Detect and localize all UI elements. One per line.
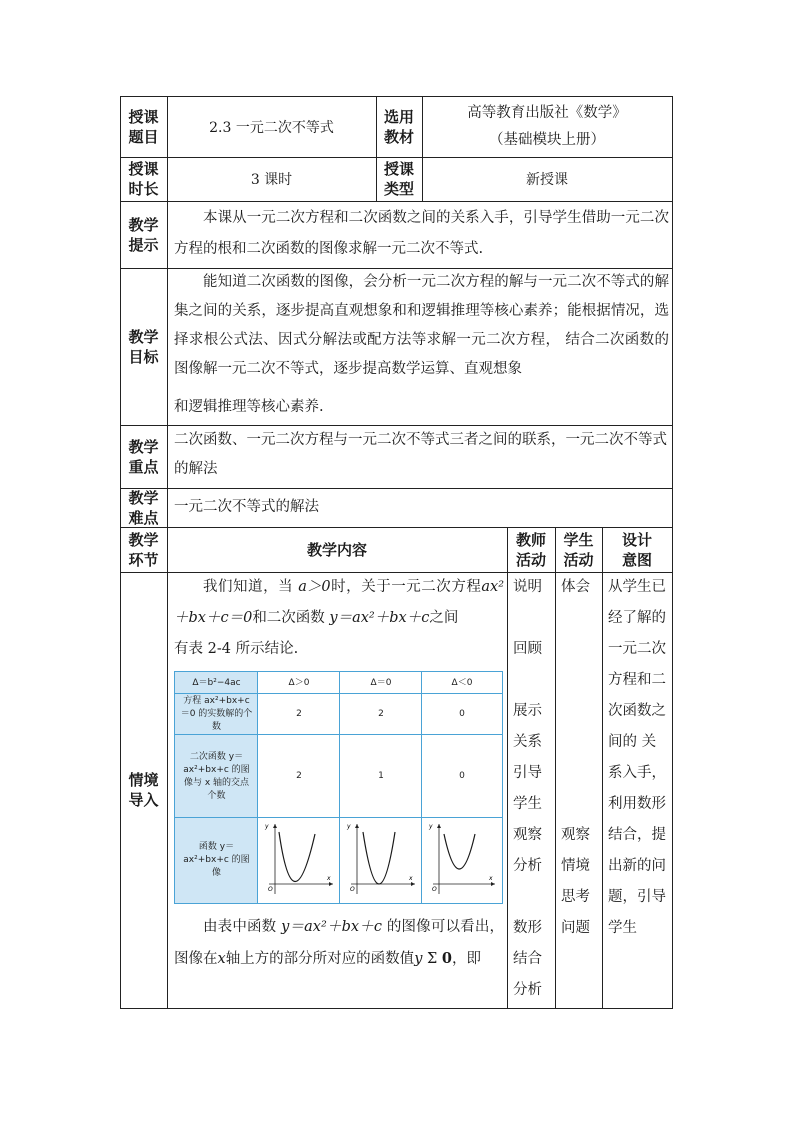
student-activities — [561, 572, 601, 944]
para2-text-e: ，即 — [451, 951, 481, 967]
topic-value: 2.3 一元二次不等式 — [209, 119, 334, 136]
spacer — [513, 665, 553, 696]
rule — [602, 527, 603, 1008]
goals-label: 教学目标 — [128, 327, 159, 366]
graph-no-roots — [425, 820, 499, 900]
table-cell: 0 — [459, 771, 465, 781]
para2-y: y — [414, 951, 423, 967]
grid-line — [421, 672, 422, 903]
para2-symbol: Σ — [427, 951, 438, 967]
equation-function: y＝ax²＋bx＋c — [329, 610, 430, 626]
student-activity: 情境 — [561, 858, 590, 874]
textbook-line1: 高等教育出版社《数学》 — [467, 104, 627, 121]
y-axis-arrow — [273, 824, 277, 828]
hint-text: 本课从一元二次方程和二次函数之间的关系入手，引导学生借助一元二次方程的根和二次函数的图像求解一元二次不等式. — [174, 210, 669, 257]
rule — [507, 527, 508, 1008]
axis-y-label: y — [265, 823, 269, 830]
goals-last-line: 和逻辑推理等核心素养. — [174, 399, 324, 415]
col-content-label: 教学内容 — [306, 540, 367, 559]
teacher-activities — [513, 572, 553, 1006]
intro-text-b: 时，关于一元二次方程 — [330, 579, 482, 595]
parabola-curve — [363, 832, 395, 884]
spacer — [513, 603, 553, 634]
goals-text: 能知道二次函数的图像，会分析一元二次方程的解与一元二次不等式的解集之间的关系，逐步提高直观想象和和逻辑推理等核心素养；能根据情况，选择求根公式法、因式分解法或配方法等求解一元二次方程， 结合二次函数的图像解一元二次不等式，逐步提高数学运算、直观想象 — [174, 274, 669, 377]
intro-text-a: 我们知道，当 — [203, 579, 294, 595]
intro-text-e: 有表 2-4 所示结论. — [174, 641, 299, 657]
equation-quadratic: ax²＋bx＋c＝0 — [174, 579, 505, 626]
col-design-label: 设计意图 — [621, 530, 652, 569]
textbook-line2: （基础模块上册） — [489, 131, 605, 148]
origin-label: O — [432, 886, 437, 893]
grid-line — [257, 672, 258, 903]
difficulty-label: 教学难点 — [128, 488, 159, 527]
para2-text-c: 轴上方的部分所对应的函数值 — [225, 951, 415, 967]
student-activity: 问题 — [561, 920, 590, 936]
axis-x-label: x — [409, 875, 413, 882]
type-value: 新授课 — [526, 172, 568, 188]
origin-label: O — [350, 886, 355, 893]
key-points-text: 二次函数、一元二次方程与一元二次不等式三者之间的联系，一元二次不等式的解法 — [174, 432, 667, 477]
teacher-activity: 数形 — [513, 920, 542, 936]
spacer — [561, 603, 601, 820]
parabola-curve — [444, 834, 475, 869]
y-axis-arrow — [437, 824, 441, 828]
col-teacher-label: 教师活动 — [515, 530, 546, 569]
intro-text-d: 之间 — [429, 610, 459, 626]
graph-two-roots — [261, 820, 337, 900]
student-activity: 观察 — [561, 827, 590, 843]
teacher-activity: 引导 — [513, 765, 542, 781]
rule — [672, 96, 673, 1008]
rule — [555, 527, 556, 1008]
table-header-discriminant: Δ＝b²−4ac — [175, 672, 258, 694]
intro-condition: a＞0 — [298, 579, 331, 595]
teacher-activity: 分析 — [513, 982, 542, 998]
table-cell: 2 — [378, 709, 384, 719]
teacher-activity: 说明 — [513, 579, 542, 595]
teacher-activity: 回顾 — [513, 641, 542, 657]
spacer — [513, 882, 553, 913]
stage-situation-label: 情境导入 — [128, 771, 159, 809]
design-intent-text: 从学生已经了解的一元二次方程和二次函数之间的 关系入手，利用数形结合，提出新的问题，引导学生 — [608, 579, 666, 936]
table-header-negative: Δ＜0 — [451, 677, 473, 688]
table-cell: 2 — [296, 709, 302, 719]
axis-y-label: y — [429, 823, 433, 830]
intro-paragraph — [174, 572, 504, 634]
para2-zero: 0 — [441, 950, 452, 967]
row3-label: 函数 y＝ax²+bx+c 的图像 — [175, 818, 258, 903]
student-activity: 体会 — [561, 579, 590, 595]
parabola-curve — [279, 832, 315, 882]
teacher-activity: 分析 — [513, 858, 542, 874]
comparison-table — [174, 671, 503, 904]
table-cell: 0 — [459, 709, 465, 719]
hint-label: 教学提示 — [128, 215, 159, 254]
difficulty-text: 一元二次不等式的解法 — [174, 499, 319, 515]
grid-line — [175, 734, 502, 735]
key-points-label: 教学重点 — [128, 437, 159, 476]
student-activity: 思考 — [561, 889, 590, 905]
textbook-value — [422, 96, 672, 157]
axis-x-label: x — [327, 875, 331, 882]
teacher-activity: 结合 — [513, 951, 542, 967]
x-axis-arrow — [491, 882, 495, 886]
rule — [120, 1008, 673, 1009]
para2-x: x — [217, 951, 226, 967]
col-student-label: 学生活动 — [563, 530, 594, 569]
para2-text-a: 由表中函数 — [203, 919, 277, 935]
grid-line — [339, 672, 340, 903]
table-cell: 1 — [378, 771, 384, 781]
graph-one-root — [343, 820, 419, 900]
grid-line — [175, 817, 502, 818]
para2-text-b: 的图像可以看出，图像在 — [174, 919, 505, 967]
rule — [120, 488, 673, 489]
axis-y-label: y — [347, 823, 351, 830]
y-axis-arrow — [355, 824, 359, 828]
grid-line — [175, 693, 502, 694]
topic-label: 授课题目 — [128, 107, 159, 146]
row2-label: 二次函数 y＝ax²+bx+c 的图像与 x 轴的交点个数 — [175, 735, 258, 818]
para2-function: y＝ax²＋bx＋c — [281, 919, 383, 935]
x-axis-arrow — [411, 882, 415, 886]
x-axis-arrow — [329, 882, 333, 886]
duration-label: 授课时长 — [128, 160, 159, 198]
stage-intro-text — [174, 572, 504, 665]
teacher-activity: 观察 — [513, 827, 542, 843]
textbook-label: 选用教材 — [383, 107, 414, 146]
duration-value: 3 课时 — [250, 172, 293, 188]
intro-text-c: 和二次函数 — [252, 610, 325, 626]
axis-x-label: x — [489, 875, 493, 882]
teacher-activity: 关系 — [513, 734, 542, 750]
table-header-zero: Δ＝0 — [370, 677, 392, 688]
teacher-activity: 展示 — [513, 703, 542, 719]
rule — [120, 201, 673, 202]
col-stage-label: 教学环节 — [128, 530, 159, 569]
row1-label: 方程 ax²+bx+c＝0 的实数解的个数 — [175, 694, 258, 735]
table-cell: 2 — [296, 771, 302, 781]
analysis-paragraph — [174, 912, 504, 975]
table-header-positive: Δ＞0 — [288, 677, 310, 688]
origin-label: O — [268, 886, 273, 893]
teacher-activity: 学生 — [513, 796, 542, 812]
type-label: 授课类型 — [383, 160, 414, 198]
